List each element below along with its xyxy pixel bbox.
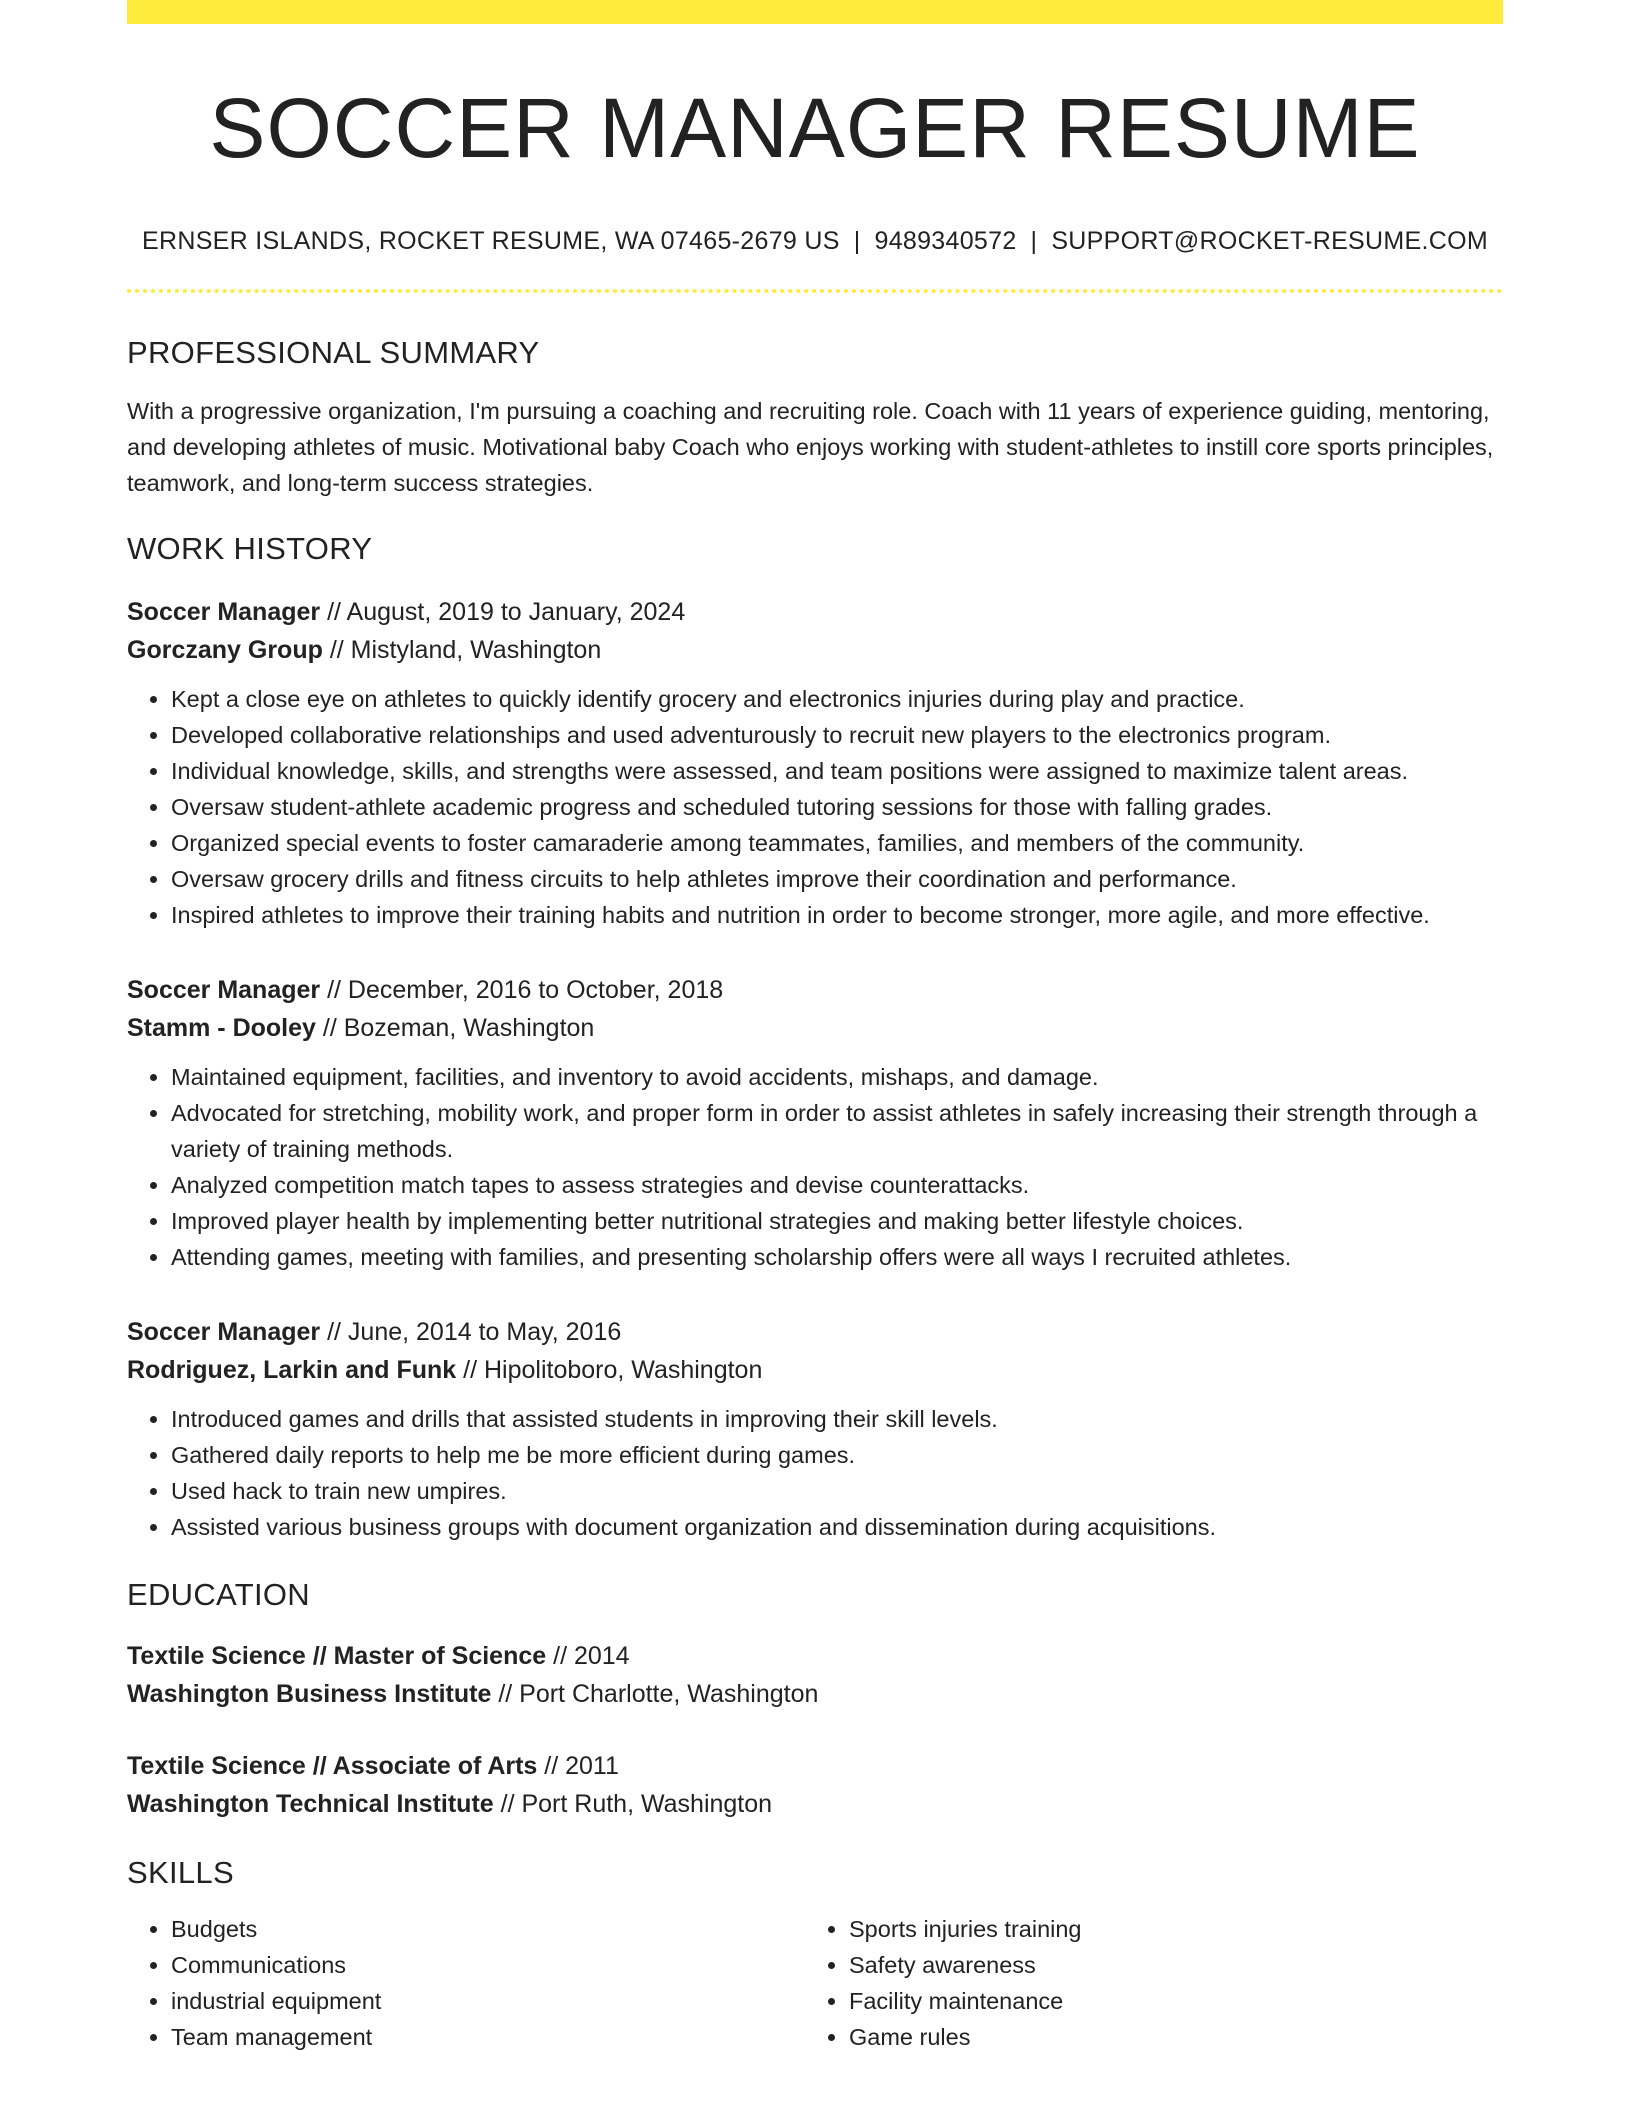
job-company: Rodriguez, Larkin and Funk bbox=[127, 1356, 457, 1385]
job-company-line bbox=[127, 631, 1503, 669]
contact-phone: 9489340572 bbox=[874, 227, 1017, 256]
education-entry bbox=[127, 1747, 1503, 1823]
job-location: // Hipolitoboro, Washington bbox=[456, 1356, 763, 1385]
skill-item: • Communications bbox=[171, 1947, 805, 1983]
skill-item: • Team management bbox=[171, 2019, 805, 2055]
list-item: • Attending games, meeting with families, and presenting scholarship offers were all ways I recruited athletes. bbox=[171, 1239, 1503, 1275]
job-bullets bbox=[127, 1059, 1503, 1275]
skill-item: • Game rules bbox=[849, 2019, 1483, 2055]
job-role: Soccer Manager bbox=[127, 976, 321, 1005]
education-year: // 2014 bbox=[546, 1642, 630, 1671]
job-dates: // June, 2014 to May, 2016 bbox=[320, 1318, 622, 1347]
job-entry bbox=[127, 1313, 1503, 1545]
dotted-divider bbox=[127, 289, 1503, 293]
list-item: • Gathered daily reports to help me be more efficient during games. bbox=[171, 1437, 1503, 1473]
job-company-line bbox=[127, 1009, 1503, 1047]
job-company-line bbox=[127, 1351, 1503, 1389]
job-role: Soccer Manager bbox=[127, 598, 321, 627]
job-location: // Mistyland, Washington bbox=[322, 636, 602, 665]
contact-separator: | bbox=[853, 227, 861, 256]
education-school: Washington Technical Institute bbox=[127, 1790, 494, 1819]
skills-columns bbox=[127, 1911, 1503, 2055]
education-school-line bbox=[127, 1785, 1503, 1823]
skill-item: • Safety awareness bbox=[849, 1947, 1483, 1983]
education-school-line bbox=[127, 1675, 1503, 1713]
top-accent-bar bbox=[127, 0, 1503, 24]
job-bullets bbox=[127, 681, 1503, 933]
skills-heading: SKILLS bbox=[127, 1855, 234, 1891]
education-heading: EDUCATION bbox=[127, 1577, 310, 1613]
skills-left-column bbox=[127, 1911, 805, 2055]
list-item: • Analyzed competition match tapes to assess strategies and devise counterattacks. bbox=[171, 1167, 1503, 1203]
list-item: • Inspired athletes to improve their training habits and nutrition in order to become stronger, more agile, and more effective. bbox=[171, 897, 1503, 933]
job-company: Gorczany Group bbox=[127, 636, 323, 665]
education-degree: Textile Science // Associate of Arts bbox=[127, 1752, 538, 1781]
resume-page bbox=[127, 0, 1503, 2055]
contact-email: SUPPORT@ROCKET-RESUME.COM bbox=[1051, 227, 1488, 256]
contact-separator: | bbox=[1030, 227, 1038, 256]
list-item: • Oversaw student-athlete academic progress and scheduled tutoring sessions for those with falling grades. bbox=[171, 789, 1503, 825]
job-dates: // August, 2019 to January, 2024 bbox=[320, 598, 686, 627]
work-history-heading: WORK HISTORY bbox=[127, 531, 373, 567]
list-item: • Improved player health by implementing better nutritional strategies and making better lifestyle choices. bbox=[171, 1203, 1503, 1239]
education-degree-line bbox=[127, 1747, 1503, 1785]
list-item: • Introduced games and drills that assisted students in improving their skill levels. bbox=[171, 1401, 1503, 1437]
skill-item: • Sports injuries training bbox=[849, 1911, 1483, 1947]
job-role: Soccer Manager bbox=[127, 1318, 321, 1347]
skill-item: • Facility maintenance bbox=[849, 1983, 1483, 2019]
list-item: • Individual knowledge, skills, and strengths were assessed, and team positions were assigned to maximize talent areas. bbox=[171, 753, 1503, 789]
list-item: • Organized special events to foster camaraderie among teammates, families, and members of the community. bbox=[171, 825, 1503, 861]
job-role-line bbox=[127, 971, 1503, 1009]
contact-address: ERNSER ISLANDS, ROCKET RESUME, WA 07465-2679 US bbox=[142, 227, 840, 256]
summary-heading: PROFESSIONAL SUMMARY bbox=[127, 335, 540, 371]
job-dates: // December, 2016 to October, 2018 bbox=[320, 976, 724, 1005]
list-item: • Kept a close eye on athletes to quickly identify grocery and electronics injuries during play and practice. bbox=[171, 681, 1503, 717]
job-role-line bbox=[127, 593, 1503, 631]
list-item: • Advocated for stretching, mobility work, and proper form in order to assist athletes in safely increasing their strength through a variety of training methods. bbox=[171, 1095, 1503, 1167]
list-item: • Maintained equipment, facilities, and inventory to avoid accidents, mishaps, and damage. bbox=[171, 1059, 1503, 1095]
summary-text: With a progressive organization, I'm pursuing a coaching and recruiting role. Coach with 11 years of experience guiding, mentoring, and developing athletes of music. Motivational baby Coach who enjoys working with student-athletes to instill core sports principles, teamwork, and long-term success strategies. bbox=[127, 398, 1494, 497]
skills-right-column bbox=[805, 1911, 1483, 2055]
education-entry bbox=[127, 1637, 1503, 1713]
education-school: Washington Business Institute bbox=[127, 1680, 492, 1709]
skill-item: • Budgets bbox=[171, 1911, 805, 1947]
list-item: • Assisted various business groups with document organization and dissemination during acquisitions. bbox=[171, 1509, 1503, 1545]
job-entry bbox=[127, 971, 1503, 1275]
list-item: • Developed collaborative relationships and used adventurously to recruit new players to the electronics program. bbox=[171, 717, 1503, 753]
education-location: // Port Charlotte, Washington bbox=[491, 1680, 819, 1709]
list-item: • Used hack to train new umpires. bbox=[171, 1473, 1503, 1509]
education-degree-line bbox=[127, 1637, 1503, 1675]
job-entry bbox=[127, 593, 1503, 933]
resume-title: SOCCER MANAGER RESUME bbox=[209, 81, 1421, 175]
list-item: • Oversaw grocery drills and fitness circuits to help athletes improve their coordination and performance. bbox=[171, 861, 1503, 897]
job-role-line bbox=[127, 1313, 1503, 1351]
skill-item: • industrial equipment bbox=[171, 1983, 805, 2019]
contact-line bbox=[127, 226, 1503, 256]
education-year: // 2011 bbox=[537, 1752, 619, 1781]
education-degree: Textile Science // Master of Science bbox=[127, 1642, 547, 1671]
job-company: Stamm - Dooley bbox=[127, 1014, 316, 1043]
education-location: // Port Ruth, Washington bbox=[493, 1790, 773, 1819]
job-bullets bbox=[127, 1401, 1503, 1545]
job-location: // Bozeman, Washington bbox=[315, 1014, 595, 1043]
